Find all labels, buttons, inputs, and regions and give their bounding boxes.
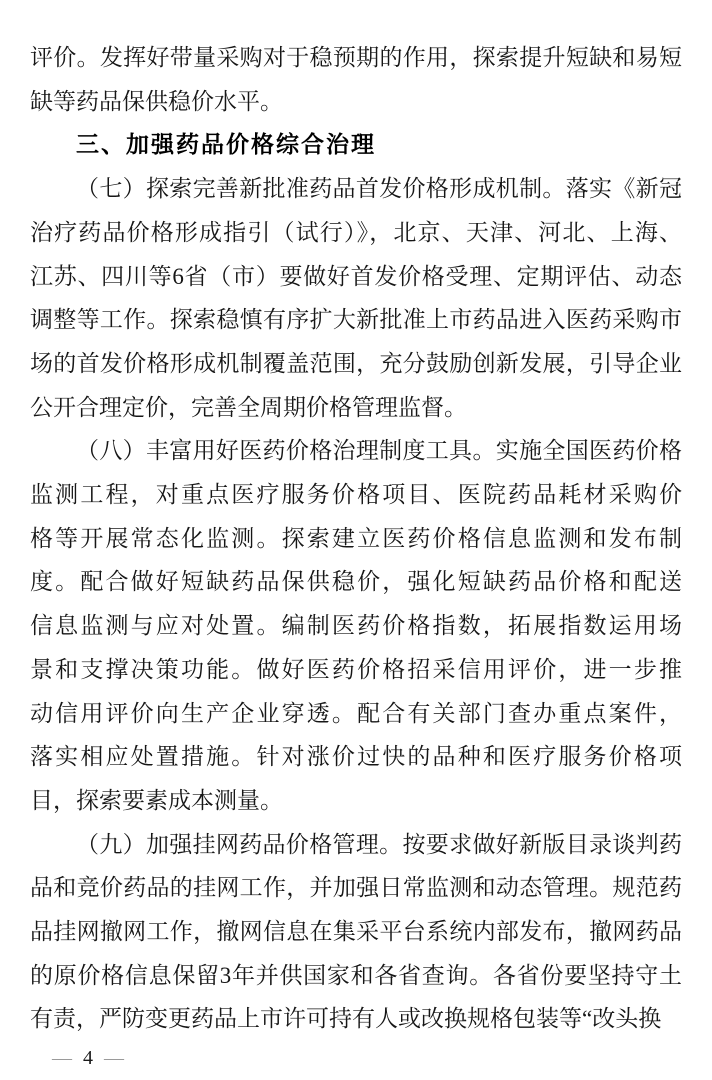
page-number-dash-left: — [52,1047,72,1069]
text-line: 监测工程，对重点医疗服务价格项目、医院药品耗材采购价 [30,482,682,508]
page-number-value: 4 [83,1047,93,1069]
text-line: 动信用评价向生产企业穿透。配合有关部门查办重点案件， [30,700,682,726]
text-line: 景和支撑决策功能。做好医药价格招采信用评价，进一步推 [30,656,682,682]
text-line: 格等开展常态化监测。探索建立医药价格信息监测和发布制 [30,525,682,551]
text-line: 品和竞价药品的挂网工作，并加强日常监测和动态管理。规范药 [30,875,682,901]
text-line: 公开合理定价，完善全周期价格管理监督。 [30,394,467,420]
section-heading: 三、加强药品价格综合治理 [76,131,376,158]
text-line: 有责，严防变更药品上市许可持有人或改换规格包装等“改头换 [30,1006,662,1032]
text-line: 调整等工作。探索稳慎有序扩大新批准上市药品进入医药采购市 [30,307,682,333]
item-lead-line: （七）探索完善新批准药品首发价格形成机制。落实《新冠 [76,176,682,202]
page-number-dash-right: — [104,1047,124,1069]
text-line: 落实相应处置措施。针对涨价过快的品种和医疗服务价格项 [30,744,682,770]
text-line: 信息监测与应对处置。编制医药价格指数，拓展指数运用场 [30,613,682,639]
item-lead-line: （九）加强挂网药品价格管理。按要求做好新版目录谈判药 [76,831,682,857]
text-line: 品挂网撤网工作，撤网信息在集采平台系统内部发布，撤网药品 [30,919,682,945]
text-line: 度。配合做好短缺药品保供稳价，强化短缺药品价格和配送 [30,569,682,595]
page-number [52,1044,124,1072]
item-lead-line: （八）丰富用好医药价格治理制度工具。实施全国医药价格 [76,438,682,464]
text-column [30,36,682,1041]
text-line: 缺等药品保供稳价水平。 [30,88,283,114]
text-line: 的原价格信息保留3年并供国家和各省查询。各省份要坚持守土 [30,962,682,988]
text-line: 治疗药品价格形成指引（试行）》，北京、天津、河北、上海、 [30,219,682,245]
text-line: 目，探索要素成本测量。 [30,787,283,813]
text-line: 评价。发挥好带量采购对于稳预期的作用，探索提升短缺和易短 [30,45,682,70]
text-line: 江苏、四川等6省（市）要做好首发价格受理、定期评估、动态 [30,263,682,289]
text-line: 场的首发价格形成机制覆盖范围，充分鼓励创新发展，引导企业 [30,350,682,376]
